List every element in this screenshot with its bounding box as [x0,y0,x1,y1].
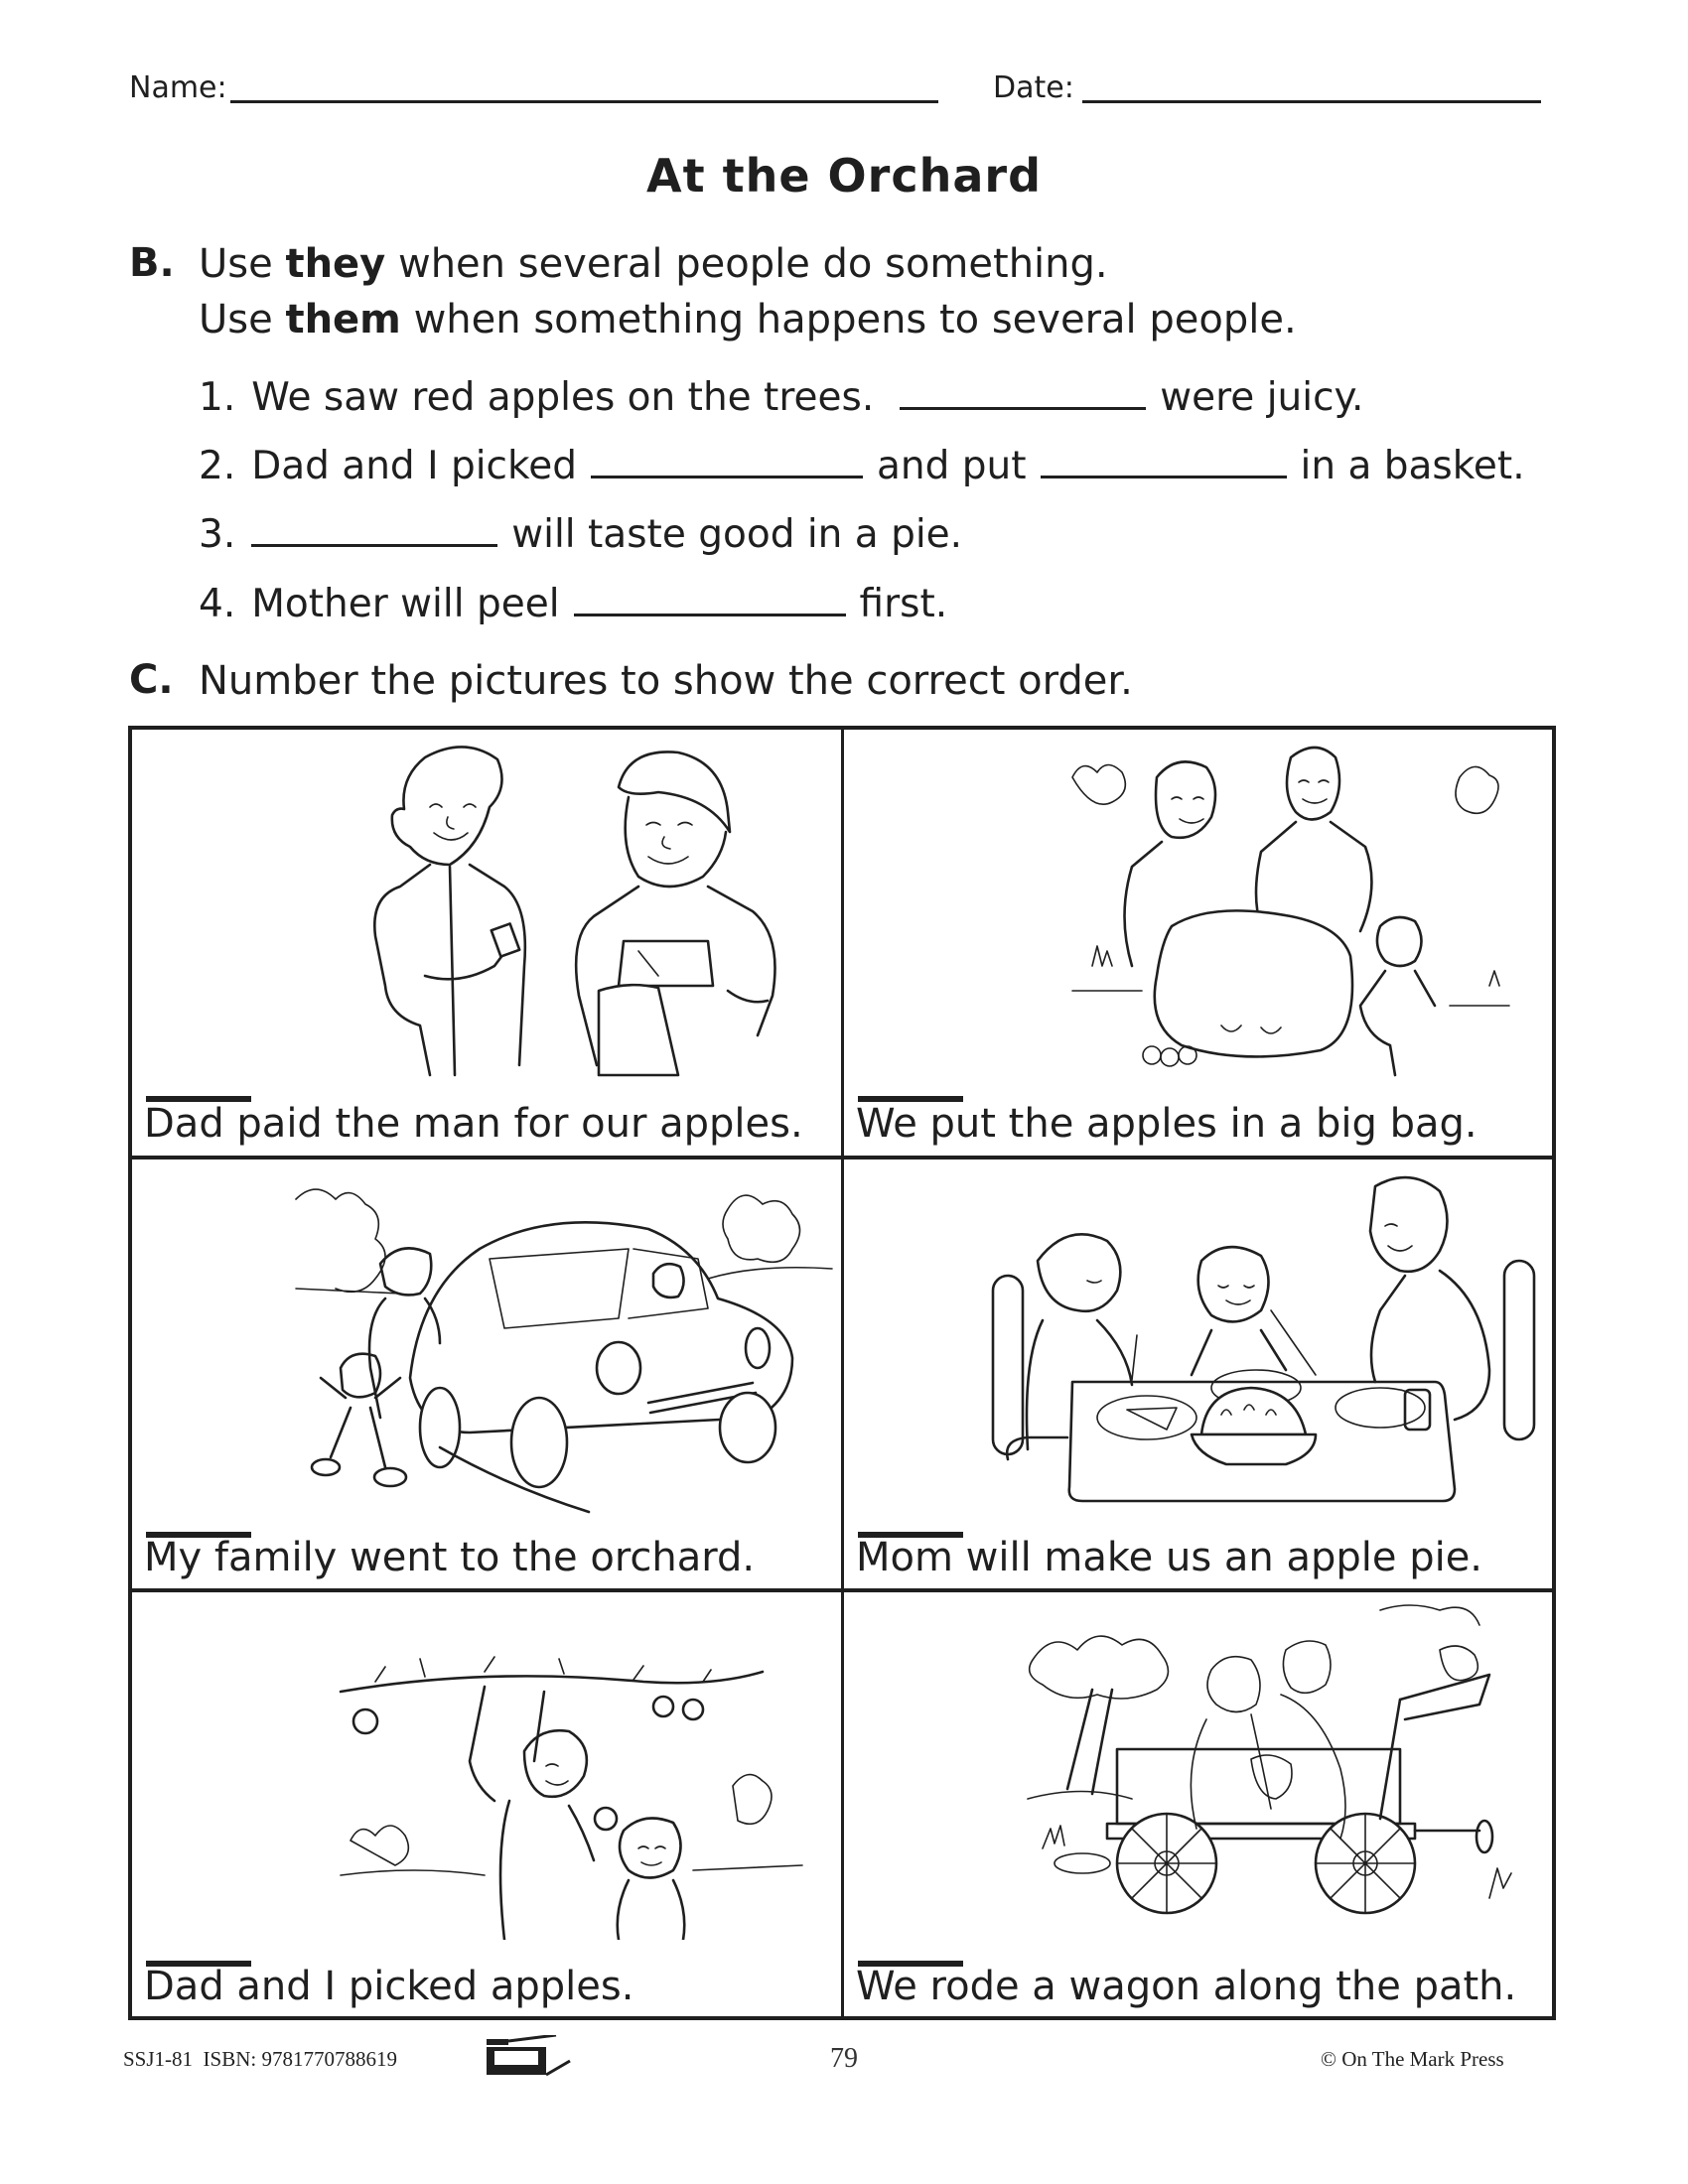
picture-caption: We put the apples in a big bag. [856,1101,1477,1147]
answer-blank[interactable] [251,543,497,547]
picture-cell-5 [132,1592,841,2016]
date-label: Date: [993,70,1074,105]
picture-caption: Mom will make us an apple pie. [856,1535,1483,1580]
copyright: © On The Mark Press [1321,2047,1504,2071]
date-field[interactable] [1082,100,1541,103]
instruction-text: when several people do something. [385,241,1108,287]
product-code: SSJ1-81 [123,2047,194,2071]
keyword-them: them [285,297,401,342]
picture-cell-4 [844,1160,1552,1588]
isbn: ISBN: 9781770788619 [203,2047,397,2071]
family-riding-wagon-illustration [1023,1600,1539,1938]
answer-blank[interactable] [591,475,863,478]
question-text: Dad and I picked [251,444,577,488]
picture-caption: We rode a wagon along the path. [856,1964,1517,2009]
section-c-instruction: Number the pictures to show the correct order. [199,658,1133,704]
question-number: 2. [199,444,236,488]
section-b-instruction-1 [199,240,1108,288]
answer-blank[interactable] [574,613,846,616]
instruction-text: Use [199,241,286,287]
picture-caption: Dad paid the man for our apples. [144,1101,803,1147]
section-b-instruction-2 [199,296,1297,343]
picture-cell-3 [132,1160,841,1588]
instruction-text: when something happens to several people. [400,297,1297,342]
picture-caption: My family went to the orchard. [144,1535,756,1580]
question-text: will taste good in a pie. [511,512,963,557]
footer-code-isbn [123,2047,397,2071]
name-label: Name: [129,70,227,105]
question-2 [199,444,1525,489]
family-filling-apple-bag-illustration [1062,738,1529,1080]
question-3 [199,512,962,558]
family-arriving-by-car-illustration [291,1169,837,1522]
dad-and-child-picking-apples-illustration [336,1612,812,1940]
section-b-letter: B. [129,240,175,286]
question-number: 4. [199,582,236,626]
answer-blank[interactable] [900,406,1146,410]
question-number: 3. [199,512,236,557]
keyword-they: they [285,241,386,287]
question-text: Mother will peel [251,582,560,626]
question-text: were juicy. [1160,375,1364,420]
question-4 [199,582,947,627]
picture-cell-1 [132,730,841,1156]
question-1 [199,375,1363,421]
question-text: We saw red apples on the trees. [251,375,875,420]
question-text: first. [859,582,948,626]
section-c-letter: C. [129,657,174,703]
question-text: and put [876,444,1027,488]
family-eating-pie-at-table-illustration [988,1171,1544,1509]
dad-paying-farmer-illustration [331,738,797,1080]
page-number: 79 [830,2043,858,2074]
page-title: At the Orchard [645,149,1042,203]
photocopier-icon [485,2035,574,2079]
instruction-text: Use [199,297,286,342]
picture-cell-2 [844,730,1552,1156]
picture-cell-6 [844,1592,1552,2016]
question-number: 1. [199,375,236,420]
question-text: in a basket. [1300,444,1525,488]
answer-blank[interactable] [1041,475,1287,478]
picture-caption: Dad and I picked apples. [144,1964,634,2009]
name-field[interactable] [230,100,938,103]
